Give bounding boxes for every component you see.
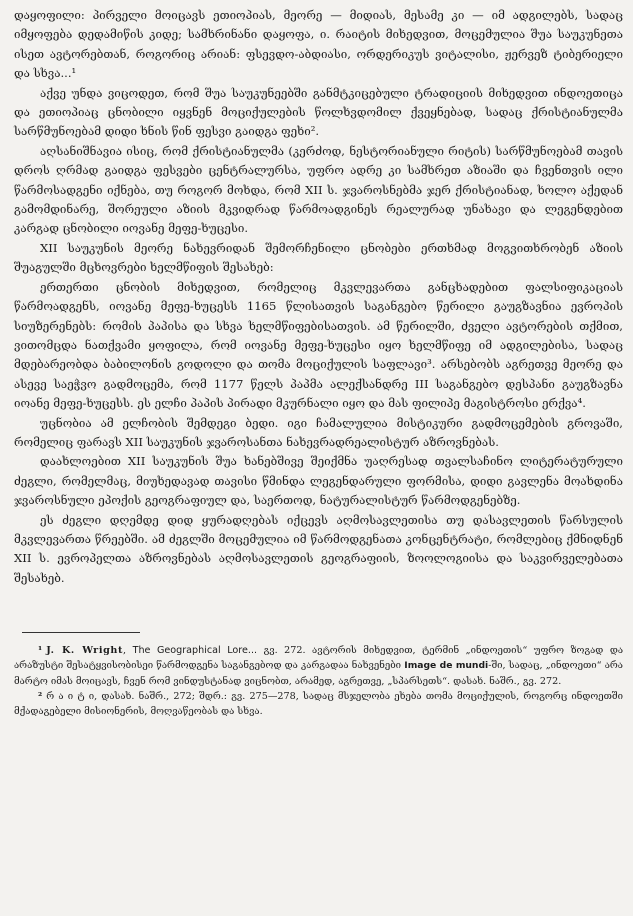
footnote-author: J. K. Wright: [46, 645, 123, 657]
paragraph: ერთერთი ცნობის მიხედვით, რომელიც მკვლევართა განცხადებით ფალსიფიკაციას წარმოადგენს, იოვანე მეფე-ხუცესს 1165 წლისათვის საგანგებო წერილი გაუგზავნია ევროპის სიუზერენებს: რომის პაპისა და სხვა ხელმწიფებისათვის. ამ წერილში, ძველი ავტორების თქმით, ვითომცდა ნათქვამი ყოფილა, რომ იოვანე მეფე-ხუცესი იყო ხელმწიფე იმ ადგილებისა, სადაც მდებარეობდა ბაბილონის გოდოლი და თომა მოციქულის საფლავი³. არსებობს აგრეთვე მეორე და ასევე საეჭვო გადმოცემა, რომ 1177 წელს პაპმა ალექსანდრე III საგანგებო დესპანი გაუგზავნა იოანე მეფე-ხუცესს. ეს ელჩი პაპის პირადი მკურნალი იყო და მას ფილიპე მაგისტროსი ერქვა⁴.: [14, 279, 623, 411]
paragraph: დაყოფილი: პირველი მოიცავს ეთიოპიას, მეორე — მიდიას, მესამე კი — იმ ადგილებს, სადაც იმყოფება დედამიწის კიდე; სამხრინანი დაყოფა, ი. რაიტის მიხედვით, მოცემულია შუა საუკუნეთა ისეთ ავტორებთან, როგორიც არიან: ფსევდო-აბდიასი, ორდერიკუს ვიტალისი, ჟერვეზ ტიბერიელი და სხვა...¹: [14, 8, 623, 81]
footnote-number: ¹: [38, 645, 43, 657]
footnote-book-title: The Geographical Lore...: [132, 645, 258, 657]
paragraph: დაახლოებით XII საუკუნის შუა ხანებშივე შეიქმნა უაღრესად თვალსაჩინო ლიტერატურული ძეგლი, რომელმაც, მიუხედავად თავისი წმინდა ლეგენდარული ფორმისა, დიდი გავლენა მოახდინა ჯვაროსნული ეპოქის გეოგრაფიულ და, საერთოდ, ნატურალისტურ წარმოდგენებზე.: [14, 454, 623, 508]
paragraph: აქვე უნდა ვიცოდეთ, რომ შუა საუკუნეებში განმტკიცებული ტრადიციის მიხედვით ინდოეთიცა და ეთიოპიაც ცნობილი იყვნენ მოციქულების წოლხვდომილ ქვეყნებად, სადაც ქრისტიანულმა სარწმუნოებამ დიდი ხნის წინ ფესვი გაიდგა ფეხი².: [14, 85, 623, 139]
footnote-divider: [22, 632, 140, 633]
footnote-latin-title: Image de mundi: [404, 660, 489, 672]
footnote-text: გვ. 272. ავტორის მიხედვით, ტერმინ „ინდოეთის“ უფრო ზოგად და არაზუსტი შესატყვისობისეი წარმოდგენა საგანგებოდ და კარგადაა ნახვენები: [14, 645, 623, 672]
footnote-text: რ ა ი ტ ი, დასახ. ნაშრ., 272; შდრ.: გვ. 275—278, სადაც მსჯელობა ეხება თომა მოციქულის, როგორც ინდოეთში მქადაგებელი მისიონერის, მოღვაწეობას და სხვა.: [14, 690, 623, 717]
footnote-1: ¹ J. K. Wright, The Geographical Lore... გვ. 272. ავტორის მიხედვით, ტერმინ „ინდოეთის“ უფრო ზოგად და არაზუსტი შესატყვისობისეი წარმოდგენა საგანგებოდ და კარგადაა ნახვენები Image de mundi-ში, სადაც, „ინდოეთი“ არა მარტო იმას მოიცავს, ჩვენ რომ ვინდუსტანად ვიცნობთ, არამედ, აგრეთვე, „სპარსეთს“. დასახ. ნაშრ., გვ. 272.: [14, 645, 623, 687]
paragraph: ეს ძეგლი დღემდე დიდ ყურადღებას იქცევს აღმოსავლეთისა თუ დასავლეთის წარსულის მკვლევართა წრეებში. ამ ძეგლში მოცემულია იმ წარმოდგენათა კონცენტრატი, რომლებიც ქმნიდნენ XII ს. ევროპელთა აზროვნებას აღმოსავლეთის გეოგრაფიის, ზოოლოგიისა და საკვირველებათა შესახებ.: [14, 512, 623, 585]
footnote-text: -ში, სადაც, „ინდოეთი“ არა მარტო იმას მოიცავს, ჩვენ რომ ვინდუსტანად ვიცნობთ, არამედ, აგრეთვე, „სპარსეთს“. დასახ. ნაშრ., გვ. 272.: [14, 660, 623, 687]
body-text: [14, 6, 623, 588]
footnote-number: ²: [38, 690, 43, 702]
paragraph: აღსანიშნავია ისიც, რომ ქრისტიანულმა (კერძოდ, ნესტორიანული რიტის) სარწმუნოებამ თავის დროს ღრმად გაიდგა ფესვები ცენტრალურსა, უფრო ადრე კი სამხრეთ აზიაში და ჩვენთვის ილი წარმოსადგენი იქნება, თუ როგორ მოხდა, რომ XII ს. ჯვაროსნებმა ჯერ ქრისტიანად, ხოლო აქედან გამომდინარე, შორეული აზიის მკვიდრად წარმოადგინეს რეალურად უნახავი და ლეგენდებით კარგად ცნობილი იოვანე მეფე-ხუცესი.: [14, 143, 623, 236]
footnotes: [14, 643, 623, 719]
footnote-2: [14, 689, 623, 719]
paragraph: XII საუკუნის მეორე ნახევრიდან შემორჩენილი ცნობები ერთხმად მოგვითხრობენ აზიის შუაგულში მცხოვრები ხელმწიფის შესახებ:: [14, 240, 623, 275]
paragraph: უცნობია ამ ელჩობის შემდეგი ბედი. იგი ჩამალულია მისტიკური გადმოცემების გროვაში, რომელიც ფარავს XII საუკუნის ჯვაროსანთა ნახევრადრეალისტურ აზროვნებას.: [14, 415, 623, 449]
